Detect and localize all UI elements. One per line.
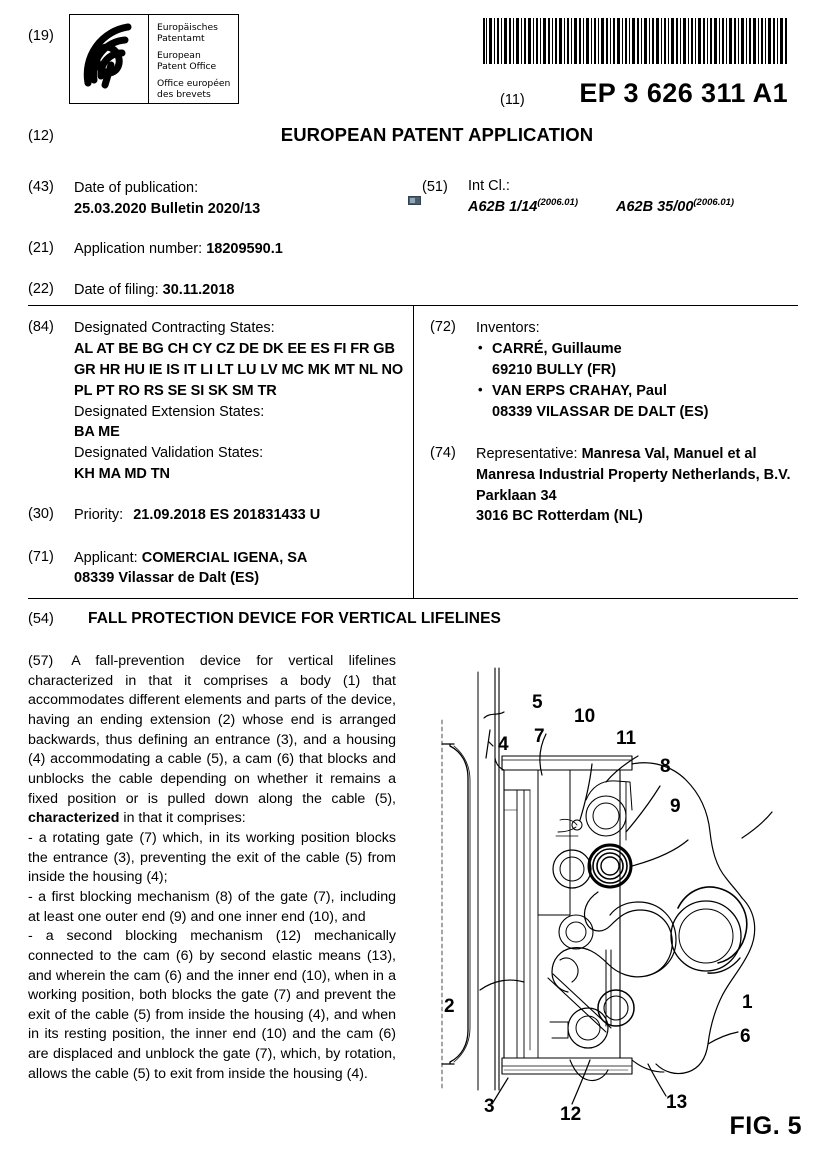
inid-code-11: (11) bbox=[500, 92, 525, 108]
field-international-classification bbox=[422, 178, 798, 215]
abstract-item-2: - a first blocking mechanism (8) of the gate (7), including at least one outer end (9) and one inner end (10), and bbox=[28, 888, 396, 925]
epo-name-de-1: Europäisches bbox=[157, 22, 218, 33]
figure-caption: FIG. 5 bbox=[729, 1112, 802, 1140]
date-of-filing-label: Date of filing: bbox=[74, 281, 159, 298]
application-number-value: 18209590.1 bbox=[206, 241, 283, 258]
int-cl-class-2: A62B 35/00 bbox=[616, 198, 694, 215]
epo-name-de-2: Patentamt bbox=[157, 33, 205, 45]
date-of-publication-value: 25.03.2020 Bulletin 2020/13 bbox=[74, 200, 261, 217]
figure-ref-8: 8 bbox=[660, 756, 671, 777]
bullet-icon: • bbox=[478, 381, 483, 397]
int-cl-label: Int Cl.: bbox=[468, 178, 510, 194]
inventors-label: Inventors: bbox=[476, 320, 540, 336]
divider-bottom bbox=[28, 598, 798, 599]
representative-line-4: 3016 BC Rotterdam (NL) bbox=[476, 508, 643, 525]
designated-contracting-states-label: Designated Contracting States: bbox=[74, 320, 275, 336]
field-representative bbox=[430, 444, 800, 526]
inventor-address: 08339 VILASSAR DE DALT (ES) bbox=[492, 403, 709, 420]
publication-number: EP 3 626 311 A1 bbox=[579, 78, 788, 108]
epo-logo-mark-icon bbox=[70, 15, 149, 103]
application-number-label: Application number: bbox=[74, 241, 203, 258]
biblio-column-left bbox=[28, 318, 408, 593]
representative-label: Representative: bbox=[476, 446, 578, 463]
inid-code-43: (43) bbox=[28, 179, 54, 195]
designated-validation-states-label: Designated Validation States: bbox=[74, 445, 264, 462]
priority-label: Priority: bbox=[74, 507, 124, 523]
document-header bbox=[28, 14, 798, 120]
abstract-item-1: - a rotating gate (7) which, in its working position blocks the entrance (3), preventing the exit of the cable (5) from inside the housing (4); bbox=[28, 829, 396, 886]
epo-logo bbox=[69, 14, 239, 104]
contracting-states-line-3: PL PT RO RS SE SI SK SM TR bbox=[74, 382, 277, 399]
epo-name-fr-1: Office européen bbox=[157, 77, 231, 89]
epo-mini-badge-icon bbox=[408, 196, 421, 205]
figure-ref-10: 10 bbox=[574, 706, 596, 727]
inventor-address: 69210 BULLY (FR) bbox=[492, 361, 617, 378]
priority-value: 21.09.2018 ES 201831433 U bbox=[133, 507, 321, 523]
figure-ref-2: 2 bbox=[444, 996, 455, 1017]
epo-logo-text bbox=[149, 15, 238, 103]
abstract-bold-characterized: characterized bbox=[28, 810, 120, 827]
field-priority bbox=[28, 505, 408, 526]
abstract-paragraph-1 bbox=[28, 652, 396, 829]
validation-states-value: KH MA MD TN bbox=[74, 466, 170, 483]
inventors-list bbox=[476, 339, 708, 423]
figure-ref-1: 1 bbox=[742, 992, 753, 1013]
applicant-name: COMERCIAL IGENA, SA bbox=[141, 549, 308, 566]
date-of-publication-label: Date of publication: bbox=[74, 180, 199, 196]
inventor-name: VAN ERPS CRAHAY, Paul bbox=[492, 382, 667, 399]
representative-line-3: Parklaan 34 bbox=[476, 487, 557, 504]
inid-code-57: (57) bbox=[28, 653, 54, 669]
applicant-label: Applicant: bbox=[74, 549, 138, 566]
figure-ref-3: 3 bbox=[484, 1096, 495, 1117]
figure-ref-7: 7 bbox=[534, 726, 545, 747]
figure-ref-6: 6 bbox=[740, 1026, 751, 1047]
inid-code-19: (19) bbox=[28, 28, 54, 44]
inid-code-30: (30) bbox=[28, 506, 54, 522]
epo-name-en-2: Patent Office bbox=[157, 61, 217, 73]
biblio-column-right bbox=[430, 318, 800, 531]
abstract-body-1-tail: in that it comprises: bbox=[119, 810, 246, 827]
designated-extension-states-label: Designated Extension States: bbox=[74, 403, 265, 420]
inid-code-72: (72) bbox=[430, 319, 456, 335]
figure-ref-9: 9 bbox=[670, 796, 681, 817]
field-inventors bbox=[430, 318, 800, 422]
int-cl-class-1: A62B 1/14 bbox=[468, 198, 538, 215]
figure-ref-5: 5 bbox=[532, 692, 543, 713]
application-type-title: EUROPEAN PATENT APPLICATION bbox=[280, 124, 594, 145]
publication-barcode bbox=[483, 18, 788, 64]
date-of-filing-value: 30.11.2018 bbox=[162, 281, 235, 298]
bullet-icon: • bbox=[478, 339, 483, 355]
inid-code-22: (22) bbox=[28, 280, 54, 297]
divider-vertical bbox=[413, 305, 414, 599]
int-cl-class-1-version: (2006.01) bbox=[537, 197, 578, 208]
contracting-states-line-2: GR HR HU IE IS IT LI LT LU LV MC MK MT NL NO bbox=[74, 361, 404, 378]
figure-ref-4: 4 bbox=[498, 734, 509, 755]
field-designated-states bbox=[28, 318, 408, 485]
contracting-states-line-1: AL AT BE BG CH CY CZ DE DK EE ES FI FR GB bbox=[74, 340, 395, 357]
figure-ref-12: 12 bbox=[560, 1104, 582, 1125]
extension-states-value: BA ME bbox=[74, 424, 120, 441]
inid-code-51: (51) bbox=[422, 179, 448, 195]
inid-code-12: (12) bbox=[28, 128, 54, 144]
inid-code-54: (54) bbox=[28, 611, 54, 627]
epo-name-en-1: European bbox=[157, 49, 201, 61]
epo-name-fr-2: des brevets bbox=[157, 89, 211, 101]
field-invention-title bbox=[28, 610, 501, 629]
inid-code-71: (71) bbox=[28, 548, 54, 565]
list-item bbox=[476, 339, 708, 381]
inid-code-74: (74) bbox=[430, 445, 456, 462]
inid-code-21: (21) bbox=[28, 240, 54, 257]
list-item bbox=[476, 381, 708, 423]
abstract-item-3: - a second blocking mechanism (12) mechanically connected to the cam (6) by second elastic means (13), and wherein the cam (6) and the inner end (10), when in a working position, both blocks the gate (7) and prevent the exit of the cable (5) from inside the housing (4), and when in its resting position, the inner end (10) and the cam (6) are displaced and unblock the gate (7), which, by rotation, allows the cable (5) to exit from inside the housing (4). bbox=[28, 928, 396, 1082]
applicant-address: 08339 Vilassar de Dalt (ES) bbox=[74, 570, 260, 587]
abstract-text-block bbox=[28, 652, 396, 1084]
representative-name: Manresa Val, Manuel et al bbox=[581, 446, 757, 463]
figure-ref-11: 11 bbox=[616, 728, 637, 749]
inventor-name: CARRÉ, Guillaume bbox=[492, 340, 622, 357]
field-date-of-filing bbox=[28, 280, 798, 301]
inid-code-84: (84) bbox=[28, 319, 54, 335]
patent-figure-5 bbox=[420, 660, 810, 1125]
int-cl-class-2-version: (2006.01) bbox=[693, 197, 735, 208]
figure-ref-13: 13 bbox=[666, 1092, 688, 1113]
page-title: FALL PROTECTION DEVICE FOR VERTICAL LIFELINES bbox=[88, 610, 501, 627]
abstract-body-1: A fall-prevention device for vertical lifelines characterized in that it comprises a body (1) that accommodates different elements and parts of the device, having an ending extension (2) whose end is arranged backwards, thus defining an entrance (3), and a housing (4) accommodating a cable (5), a cam (6) that blocks and unblocks the cable depending on whether it remains a fixed position or is pulled down along the cable (5), bbox=[28, 653, 396, 807]
field-applicant bbox=[28, 548, 408, 589]
field-application-number bbox=[28, 239, 798, 260]
representative-line-2: Manresa Industrial Property Netherlands, B.V. bbox=[476, 466, 791, 483]
